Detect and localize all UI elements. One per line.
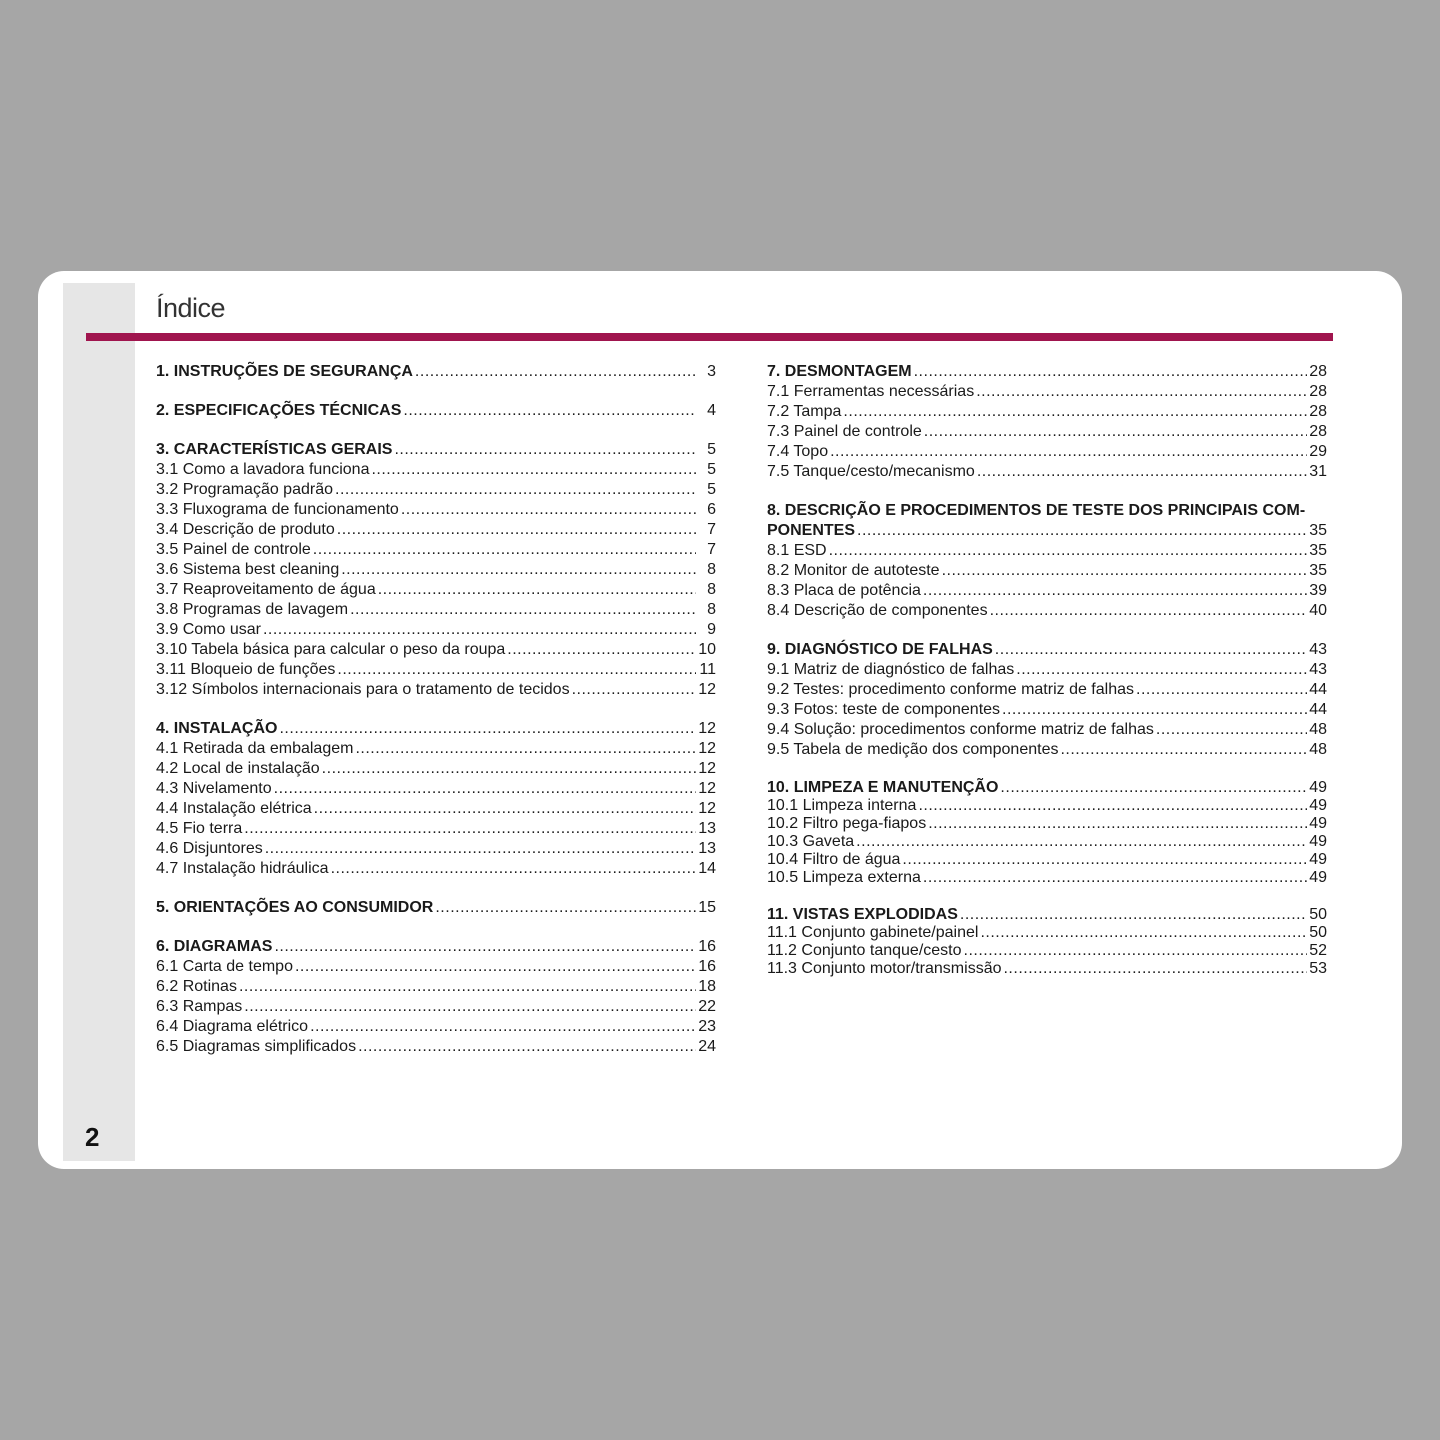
toc-page-number: 9 [707,621,716,638]
toc-entry-label: 10.2 Filtro pega-fiapos [767,815,927,832]
toc-section [156,362,716,382]
toc-page-number: 49 [1309,779,1327,796]
toc-entry-label: 4.7 Instalação hidráulica [156,860,329,877]
toc-page-number: 43 [1309,661,1327,678]
toc-entry-label: 1. INSTRUÇÕES DE SEGURANÇA [156,363,413,380]
dot-leader [263,620,696,640]
toc-page-number: 5 [707,481,716,498]
toc-page-number: 44 [1309,681,1327,698]
toc-entry[interactable] [767,462,1327,482]
toc-page-number: 40 [1309,602,1327,619]
toc-page-number: 8 [707,581,716,598]
toc-section-heading-line[interactable]: 8. DESCRIÇÃO E PROCEDIMENTOS DE TESTE DOS PRINCIPAIS COM- [767,502,1306,519]
toc-entry[interactable] [156,460,716,480]
toc-page-number: 12 [698,800,716,817]
toc-entry-label: 3.3 Fluxograma de funcionamento [156,501,399,518]
toc-entry-label: 7.5 Tanque/cesto/mecanismo [767,463,975,480]
toc-entry[interactable] [156,957,716,977]
toc-section-heading[interactable] [156,937,716,957]
dot-leader [960,906,1307,924]
toc-page-number: 53 [1309,960,1327,977]
toc-entry[interactable] [156,799,716,819]
toc-entry-label: 4. INSTALAÇÃO [156,720,278,737]
toc-section [156,440,716,700]
toc-page-number: 5 [707,461,716,478]
dot-leader [843,402,1307,422]
toc-entry[interactable] [156,560,716,580]
toc-entry-label: 8.1 ESD [767,542,827,559]
toc-entry-label: 7.4 Topo [767,443,829,460]
toc-entry[interactable] [767,541,1327,561]
toc-page-number: 35 [1309,522,1327,539]
toc-entry[interactable] [156,977,716,997]
dot-leader [923,869,1307,887]
toc-section-heading[interactable] [767,906,1327,924]
toc-page-number: 49 [1309,797,1327,814]
toc-page-number: 14 [698,860,716,877]
toc-entry[interactable] [156,1037,716,1057]
toc-section [767,362,1327,482]
toc-entry[interactable] [767,740,1327,760]
dot-leader [942,561,1307,581]
toc-entry-label: 10.5 Limpeza externa [767,869,921,886]
toc-entry-label: 9.5 Tabela de medição dos componentes [767,741,1059,758]
dot-leader [313,540,696,560]
dot-leader [918,797,1307,815]
toc-entry[interactable] [767,382,1327,402]
toc-entry-label: 6.3 Rampas [156,998,243,1015]
toc-entry[interactable] [156,779,716,799]
page-title: Índice [156,293,226,323]
toc-entry[interactable] [767,797,1327,815]
dot-leader [964,942,1307,960]
dot-leader [244,819,696,839]
toc-entry[interactable] [156,500,716,520]
toc-entry[interactable] [156,839,716,859]
toc-section-heading[interactable] [156,440,716,460]
toc-entry[interactable] [156,759,716,779]
toc-entry-label: 9.2 Testes: procedimento conforme matriz de falhas [767,681,1134,698]
dot-leader [279,719,696,739]
toc-entry-label: 3.7 Reaproveitamento de água [156,581,376,598]
toc-entry[interactable] [767,815,1327,833]
toc-entry-label: 8.4 Descrição de componentes [767,602,988,619]
toc-page-number: 43 [1309,641,1327,658]
toc-section-heading[interactable] [156,362,716,382]
dot-leader [977,462,1307,482]
toc-section [767,779,1327,887]
toc-entry-label: 4.2 Local de instalação [156,760,320,777]
toc-page-number: 31 [1309,463,1327,480]
toc-page-number: 11 [699,661,716,678]
toc-entry[interactable] [767,960,1327,978]
dot-leader [1003,960,1307,978]
dot-leader [350,600,696,620]
toc-entry-label: 3.5 Painel de controle [156,541,311,558]
toc-page-number: 6 [707,501,716,518]
toc-left-column [156,362,716,1076]
dot-leader [415,362,696,382]
toc-entry[interactable] [767,422,1327,442]
toc-page-number: 5 [707,441,716,458]
dot-leader [830,442,1307,462]
toc-section [156,719,716,879]
toc-page-number: 16 [698,938,716,955]
toc-entry-label: 6. DIAGRAMAS [156,938,273,955]
dot-leader [378,580,696,600]
toc-entry-label: 8.2 Monitor de autoteste [767,562,940,579]
toc-entry-label: 7.3 Painel de controle [767,423,922,440]
toc-page-number: 28 [1309,423,1327,440]
toc-entry[interactable] [156,480,716,500]
toc-entry-label: PONENTES [767,522,856,539]
dot-leader [314,799,696,819]
toc-entry-label: 7. DESMONTAGEM [767,363,912,380]
toc-entry[interactable] [156,739,716,759]
dot-leader [335,480,696,500]
toc-entry[interactable] [767,581,1327,601]
dot-leader [924,422,1307,442]
toc-page-number: 49 [1309,869,1327,886]
toc-entry-label: 5. ORIENTAÇÕES AO CONSUMIDOR [156,899,434,916]
toc-section [156,937,716,1057]
toc-entry[interactable] [767,402,1327,422]
toc-entry-label: 7.2 Tampa [767,403,842,420]
dot-leader [274,937,696,957]
toc-entry-label: 3.2 Programação padrão [156,481,333,498]
toc-page-number: 48 [1309,741,1327,758]
toc-section-heading[interactable] [156,719,716,739]
toc-page-number: 28 [1309,363,1327,380]
toc-entry-label: 3.9 Como usar [156,621,261,638]
dot-leader [1136,680,1307,700]
toc-page-number: 23 [698,1018,716,1035]
toc-entry[interactable] [767,720,1327,740]
toc-entry[interactable] [156,540,716,560]
toc-entry-label: 3.11 Bloqueio de funções [156,661,336,678]
toc-page-number: 24 [698,1038,716,1055]
dot-leader [331,859,696,879]
toc-entry[interactable] [156,620,716,640]
toc-section [156,898,716,918]
dot-leader [322,759,696,779]
toc-page-number: 15 [698,899,716,916]
toc-entry[interactable] [156,680,716,700]
dot-leader [1060,740,1307,760]
toc-page-number: 16 [698,958,716,975]
document-page [38,271,1402,1169]
toc-page-number: 13 [698,840,716,857]
toc-entry[interactable] [156,520,716,540]
dot-leader [295,957,696,977]
dot-leader [976,382,1307,402]
dot-leader [358,1037,696,1057]
toc-page-number: 12 [698,760,716,777]
toc-entry-label: 8.3 Placa de potência [767,582,921,599]
toc-entry-label: 6.2 Rotinas [156,978,237,995]
dot-leader [995,640,1307,660]
toc-section-heading[interactable] [156,898,716,918]
toc-entry[interactable] [767,442,1327,462]
toc-entry[interactable] [156,1017,716,1037]
dot-leader [572,680,696,700]
toc-entry-label: 2. ESPECIFICAÇÕES TÉCNICAS [156,402,402,419]
toc-entry[interactable] [767,869,1327,887]
toc-page-number: 12 [698,740,716,757]
toc-entry[interactable] [156,580,716,600]
side-strip [63,283,135,1161]
toc-entry[interactable] [767,833,1327,851]
toc-page-number: 35 [1309,542,1327,559]
toc-page-number: 7 [707,541,716,558]
toc-page-number: 10 [698,641,716,658]
toc-entry-label: 11. VISTAS EXPLODIDAS [767,906,958,923]
toc-entry[interactable] [156,600,716,620]
toc-entry-label: 4.5 Fio terra [156,820,243,837]
toc-page-number: 49 [1309,815,1327,832]
toc-entry[interactable] [767,680,1327,700]
dot-leader [403,401,696,421]
toc-entry-label: 9. DIAGNÓSTICO DE FALHAS [767,641,993,658]
toc-entry-label: 3.4 Descrição de produto [156,521,335,538]
toc-entry-label: 10.4 Filtro de água [767,851,901,868]
dot-leader [244,997,696,1017]
toc-entry[interactable] [156,997,716,1017]
toc-entry-label: 11.3 Conjunto motor/transmissão [767,960,1002,977]
toc-entry-label: 3.12 Símbolos internacionais para o tratamento de tecidos [156,681,570,698]
toc-entry-label: 3.6 Sistema best cleaning [156,561,340,578]
page-number: 2 [85,1122,100,1152]
toc-entry[interactable] [156,640,716,660]
toc-entry-label: 7.1 Ferramentas necessárias [767,383,975,400]
toc-section-heading[interactable] [767,521,1327,541]
toc-page-number: 18 [698,978,716,995]
toc-entry[interactable] [767,700,1327,720]
dot-leader [265,839,696,859]
toc-entry-label: 4.1 Retirada da embalagem [156,740,354,757]
toc-page-number: 29 [1309,443,1327,460]
dot-leader [355,739,696,759]
toc-section-heading[interactable] [767,640,1327,660]
dot-leader [239,977,696,997]
toc-entry-label: 10. LIMPEZA E MANUTENÇÃO [767,779,999,796]
toc-entry[interactable] [767,924,1327,942]
toc-page-number: 50 [1309,906,1327,923]
toc-entry-label: 4.6 Disjuntores [156,840,263,857]
dot-leader [923,581,1307,601]
toc-page-number: 13 [698,820,716,837]
toc-entry-label: 3.1 Como a lavadora funciona [156,461,370,478]
toc-entry[interactable] [767,601,1327,621]
dot-leader [435,898,696,918]
dot-leader [902,851,1307,869]
toc-entry[interactable] [767,660,1327,680]
toc-entry-label: 3.8 Programas de lavagem [156,601,349,618]
dot-leader [337,660,696,680]
toc-entry[interactable] [156,819,716,839]
toc-page-number: 8 [707,601,716,618]
toc-entry[interactable] [767,942,1327,960]
toc-entry-label: 6.4 Diagrama elétrico [156,1018,309,1035]
toc-page-number: 8 [707,561,716,578]
dot-leader [829,541,1307,561]
toc-section [767,906,1327,978]
toc-section [767,501,1327,621]
toc-entry-label: 9.4 Solução: procedimentos conforme matriz de falhas [767,721,1154,738]
dot-leader [371,460,696,480]
toc-entry-label: 10.3 Gaveta [767,833,855,850]
dot-leader [274,779,696,799]
toc-page-number: 12 [698,780,716,797]
toc-section-heading[interactable] [156,401,716,421]
toc-section [156,401,716,421]
toc-page-number: 28 [1309,383,1327,400]
dot-leader [980,924,1307,942]
toc-entry-label: 11.2 Conjunto tanque/cesto [767,942,962,959]
dot-leader [990,601,1307,621]
toc-entry-label: 3. CARACTERÍSTICAS GERAIS [156,441,393,458]
toc-page-number: 3 [707,363,716,380]
toc-page-number: 52 [1309,942,1327,959]
dot-leader [337,520,696,540]
dot-leader [856,833,1307,851]
toc-entry[interactable] [156,859,716,879]
toc-page-number: 44 [1309,701,1327,718]
toc-entry[interactable] [767,561,1327,581]
dot-leader [1002,700,1307,720]
toc-entry-label: 9.3 Fotos: teste de componentes [767,701,1001,718]
toc-entry-label: 6.5 Diagramas simplificados [156,1038,357,1055]
title-rule [86,333,1333,341]
toc-entry-label: 11.1 Conjunto gabinete/painel [767,924,979,941]
dot-leader [928,815,1307,833]
toc-page-number: 12 [698,681,716,698]
toc-entry-label: 3.10 Tabela básica para calcular o peso da roupa [156,641,506,658]
toc-page-number: 35 [1309,562,1327,579]
toc-page-number: 22 [698,998,716,1015]
dot-leader [394,440,696,460]
toc-section-heading[interactable] [767,779,1327,797]
toc-section-heading[interactable] [767,362,1327,382]
toc-entry[interactable] [767,851,1327,869]
toc-page-number: 7 [707,521,716,538]
toc-entry-label: 10.1 Limpeza interna [767,797,917,814]
dot-leader [914,362,1307,382]
dot-leader [310,1017,696,1037]
toc-page-number: 49 [1309,851,1327,868]
toc-page-number: 28 [1309,403,1327,420]
dot-leader [1156,720,1307,740]
toc-entry-label: 9.1 Matriz de diagnóstico de falhas [767,661,1015,678]
dot-leader [401,500,696,520]
toc-entry-label: 4.3 Nivelamento [156,780,272,797]
toc-page-number: 50 [1309,924,1327,941]
toc-right-column [767,362,1327,997]
toc-entry-label: 6.1 Carta de tempo [156,958,293,975]
dot-leader [341,560,696,580]
toc-page-number: 49 [1309,833,1327,850]
toc-section [767,640,1327,760]
toc-entry[interactable] [156,660,716,680]
toc-page-number: 39 [1309,582,1327,599]
dot-leader [857,521,1307,541]
toc-entry-label: 4.4 Instalação elétrica [156,800,312,817]
toc-page-number: 48 [1309,721,1327,738]
dot-leader [507,640,696,660]
dot-leader [1000,779,1307,797]
dot-leader [1016,660,1307,680]
toc-page-number: 12 [698,720,716,737]
toc-page-number: 4 [707,402,716,419]
